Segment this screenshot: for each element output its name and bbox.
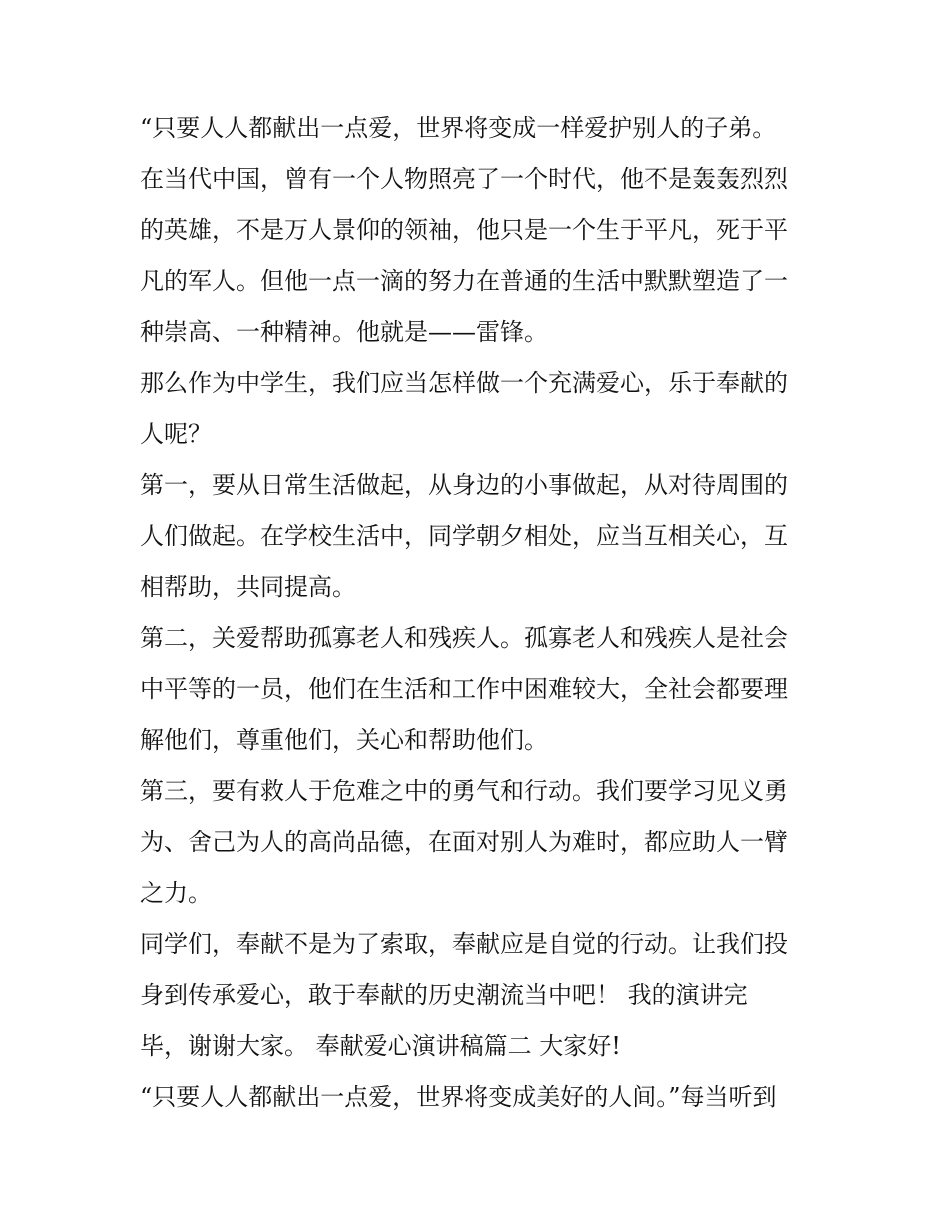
text-line: 为、舍己为人的高尚品德，在面对别人为难时，都应助人一臂 <box>140 828 788 856</box>
text-line: 毕，谢谢大家。 奉献爱心演讲稿篇二 大家好! <box>140 1032 621 1060</box>
text-line: 之力。 <box>140 879 212 907</box>
text-line: 的英雄，不是万人景仰的领袖，他只是一个生于平凡，死于平 <box>140 216 788 244</box>
text-line: 身到传承爱心，敢于奉献的历史潮流当中吧！ 我的演讲完 <box>140 981 748 1009</box>
text-line: 凡的军人。但他一点一滴的努力在普通的生活中默默塑造了一 <box>140 267 788 295</box>
text-line: 第二，关爱帮助孤寡老人和残疾人。孤寡老人和残疾人是社会 <box>140 624 788 652</box>
text-line: “只要人人都献出一点爱，世界将变成美好的人间。”每当听到 <box>140 1083 777 1111</box>
text-line: 在当代中国，曾有一个人物照亮了一个时代，他不是轰轰烈烈 <box>140 165 788 193</box>
text-line: 解他们，尊重他们，关心和帮助他们。 <box>140 726 548 754</box>
text-line: 同学们，奉献不是为了索取，奉献应是自觉的行动。让我们投 <box>140 930 788 958</box>
text-line: 人们做起。在学校生活中，同学朝夕相处，应当互相关心，互 <box>140 522 788 550</box>
text-line: 种崇高、一种精神。他就是——雷锋。 <box>140 318 548 346</box>
text-line: 人呢？ <box>140 420 212 448</box>
text-line: 第一，要从日常生活做起，从身边的小事做起，从对待周围的 <box>140 471 788 499</box>
text-line: 第三，要有救人于危难之中的勇气和行动。我们要学习见义勇 <box>140 777 788 805</box>
text-line: “只要人人都献出一点爱，世界将变成一样爱护别人的子弟。 <box>140 114 777 142</box>
document-body <box>140 103 820 1123</box>
text-line: 那么作为中学生，我们应当怎样做一个充满爱心，乐于奉献的 <box>140 369 788 397</box>
text-line: 相帮助，共同提高。 <box>140 573 356 601</box>
text-line: 中平等的一员，他们在生活和工作中困难较大，全社会都要理 <box>140 675 788 703</box>
